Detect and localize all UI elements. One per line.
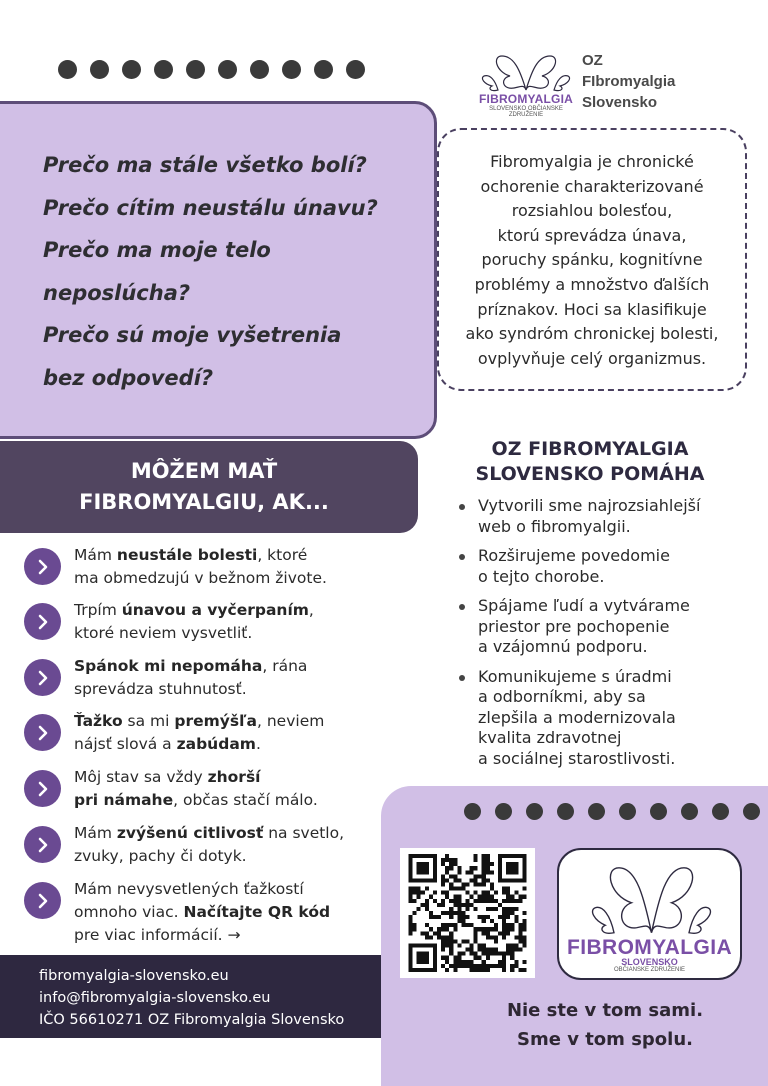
help-section-title: OZ FIBROMYALGIA SLOVENSKO POMÁHA: [475, 438, 705, 485]
question-line: Prečo ma stále všetko bolí?: [43, 153, 367, 177]
butterfly-logo-icon: [476, 50, 576, 116]
list-item: Vytvorili sme najrozsiahlejší web o fibromyalgii.: [458, 496, 748, 537]
logo-wordmark: FIBROMYALGIA: [479, 92, 573, 106]
question-line: Prečo cítim neustálu únavu?: [43, 195, 378, 220]
condition-item: Trpím únavou a vyčerpaním, ktoré neviem vysvetliť.: [24, 599, 384, 645]
condition-item: Mám nevysvetlených ťažkostí omnoho viac. Načítajte QR kód pre viac informácií. →: [24, 878, 384, 947]
website-link[interactable]: fibromyalgia-slovensko.eu: [39, 968, 229, 984]
brand-name: OZ FIbromyalgia Slovensko: [582, 52, 676, 111]
condition-item: Môj stav sa vždy zhorší pri námahe, občas stačí málo.: [24, 766, 384, 812]
condition-item: Mám neustále bolesti, ktoré ma obmedzujú v bežnom živote.: [24, 544, 384, 590]
question-line: Prečo sú moje vyšetrenia: [43, 323, 342, 347]
help-list: [458, 496, 748, 778]
chevron-right-icon: [24, 548, 61, 585]
questions-list: [43, 144, 423, 399]
logo-subtext: SLOVENSKO OBČIANSKE ZDRUŽENIE: [489, 106, 563, 118]
email-link[interactable]: info@fibromyalgia-slovensko.eu: [39, 990, 271, 1006]
butterfly-logo-icon: [589, 860, 714, 938]
fibromyalgia-definition-box: Fibromyalgia je chronické ochorenie charakterizované rozsiahlou bolesťou, ktorú sprevádza únava, poruchy spánku, kognitívne problémy a množstvo ďalších príznakov. Hoci sa klasifikuje ako syndróm chronickej bolesti, ovplyvňuje celý organizmus.: [437, 128, 747, 391]
qr-code[interactable]: [400, 848, 535, 978]
ico-text: IČO 56610271 OZ Fibromyalgia Slovensko: [39, 1012, 345, 1028]
section-banner: MÔŽEM MAŤ FIBROMYALGIU, AK...: [0, 441, 418, 533]
logo-subtext: SLOVENSKO: [621, 957, 678, 967]
decorative-dots-bottom: [464, 803, 760, 820]
question-line: bez odpovedí?: [43, 365, 214, 390]
chevron-right-icon: [24, 826, 61, 863]
header-brand: [476, 50, 675, 116]
logo-card: [557, 848, 742, 980]
chevron-right-icon: [24, 770, 61, 807]
list-item: Spájame ľudí a vytvárame priestor pre pochopenie a vzájomnú podporu.: [458, 596, 748, 658]
condition-item: Mám zvýšenú citlivosť na svetlo, zvuky, pachy či dotyk.: [24, 822, 384, 868]
question-line: Prečo ma moje telo: [43, 238, 271, 262]
logo-wordmark: FIBROMYALGIA: [566, 936, 733, 959]
condition-item: Ťažko sa mi premýšľa, neviem nájsť slová a zabúdam.: [24, 710, 384, 756]
logo-tagline: OBČIANSKE ZDRUŽENIE: [613, 967, 685, 973]
question-line: neposlúcha?: [43, 280, 191, 305]
list-item: Rozširujeme povedomie o tejto chorobe.: [458, 546, 748, 587]
condition-item: Spánok mi nepomáha, rána sprevádza stuhnutosť.: [24, 655, 384, 701]
chevron-right-icon: [24, 882, 61, 919]
list-item: Komunikujeme s úradmi a odborníkmi, aby sa zlepšila a modernizovala kvalita zdravotnej a sociálnej starostlivosti.: [458, 667, 748, 770]
chevron-right-icon: [24, 659, 61, 696]
slogan: Nie ste v tom sami. Sme v tom spolu.: [506, 1000, 704, 1050]
chevron-right-icon: [24, 714, 61, 751]
decorative-dots-top: [58, 60, 365, 79]
chevron-right-icon: [24, 603, 61, 640]
